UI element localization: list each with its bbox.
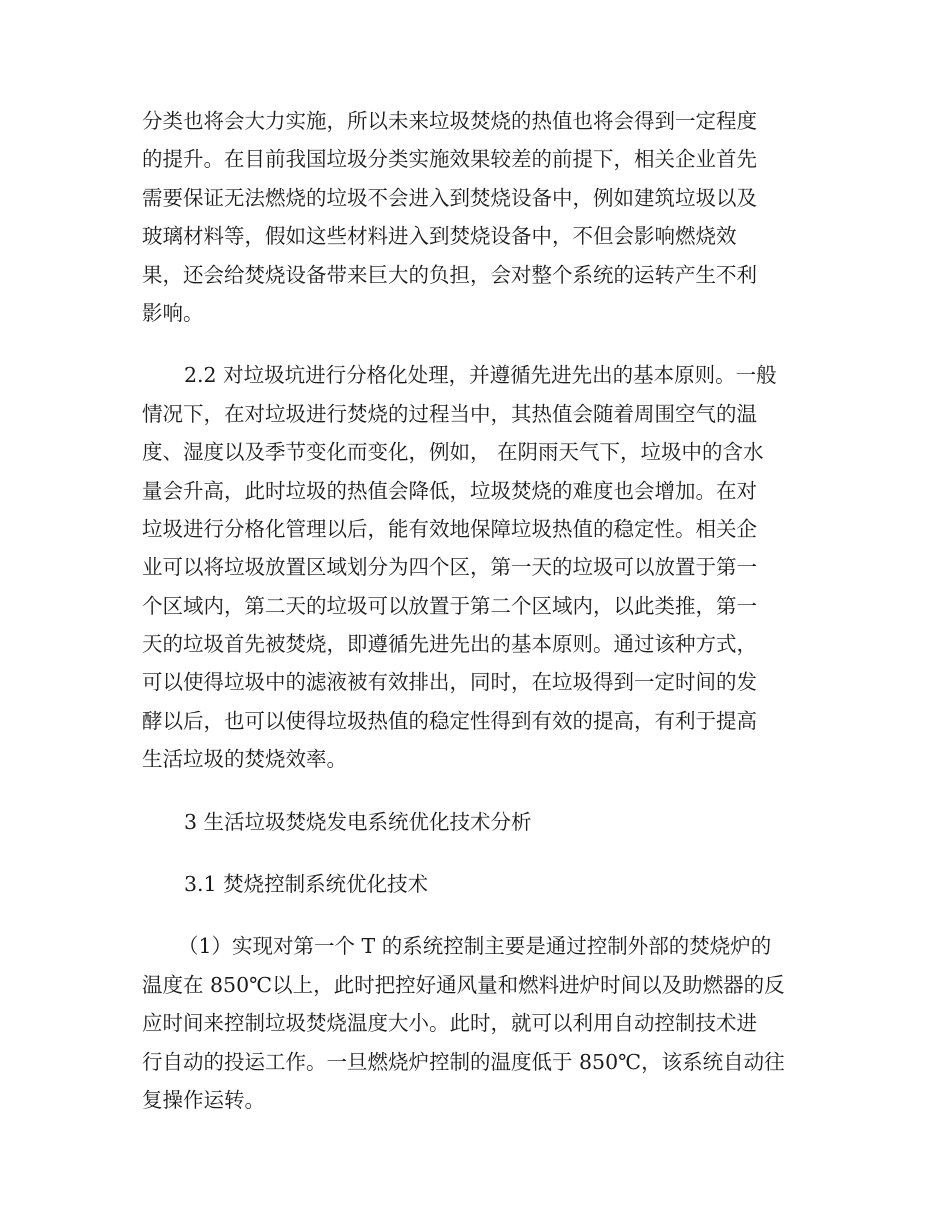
text-line: 酵以后，也可以使得垃圾热值的稳定性得到有效的提高，有利于提高 [142,708,757,733]
text-line: 玻璃材料等，假如这些材料进入到焚烧设备中，不但会影响燃烧效 [142,224,737,249]
text-line: 影响。 [142,300,204,325]
document-page [142,102,814,1119]
text-line: 复操作运转。 [142,1087,265,1112]
section-heading-3-1: 3.1 焚烧控制系统优化技术 [184,872,429,897]
text-line: 应时间来控制垃圾焚烧温度大小。此时，就可以利用自动控制技术进 [142,1011,757,1036]
text-line: 2.2 对垃圾坑进行分格化处理，并遵循先进先出的基本原则。一般 [184,363,777,388]
text-line: 可以使得垃圾中的滤液被有效排出，同时，在垃圾得到一定时间的发 [142,670,757,695]
text-line: 量会升高，此时垃圾的热值会降低，垃圾焚烧的难度也会增加。在对 [142,478,757,503]
paragraph-1 [142,102,814,332]
paragraph-2 [142,356,814,778]
text-line: 业可以将垃圾放置区域划分为四个区，第一天的垃圾可以放置于第一 [142,555,757,580]
text-line: 需要保证无法燃烧的垃圾不会进入到焚烧设备中，例如建筑垃圾以及 [142,185,757,210]
text-line: 个区域内，第二天的垃圾可以放置于第二个区域内，以此类推，第一 [142,593,757,618]
text-line: 垃圾进行分格化管理以后，能有效地保障垃圾热值的稳定性。相关企 [142,516,757,541]
text-line: 的提升。在目前我国垃圾分类实施效果较差的前提下，相关企业首先 [142,147,757,172]
paragraph-3 [142,927,814,1119]
text-line: （1）实现对第一个 T 的系统控制主要是通过控制外部的焚烧炉的 [178,934,772,959]
text-line: 度、湿度以及季节变化而变化，例如， 在阴雨天气下，垃圾中的含水 [142,440,764,465]
text-line: 温度在 850℃以上，此时把控好通风量和燃料进炉时间以及助燃器的反 [142,972,785,997]
text-line: 分类也将会大力实施，所以未来垃圾焚烧的热值也将会得到一定程度 [142,109,757,133]
section-heading-3: 3 生活垃圾焚烧发电系统优化技术分析 [184,809,532,834]
text-line: 生活垃圾的焚烧效率。 [142,747,347,772]
text-line: 行自动的投运工作。一旦燃烧炉控制的温度低于 850℃，该系统自动往 [142,1049,785,1074]
text-line: 果，还会给焚烧设备带来巨大的负担，会对整个系统的运转产生不利 [142,262,757,287]
text-line: 情况下，在对垃圾进行焚烧的过程当中，其热值会随着周围空气的温 [142,401,757,426]
text-line: 天的垃圾首先被焚烧，即遵循先进先出的基本原则。通过该种方式， [142,632,757,657]
